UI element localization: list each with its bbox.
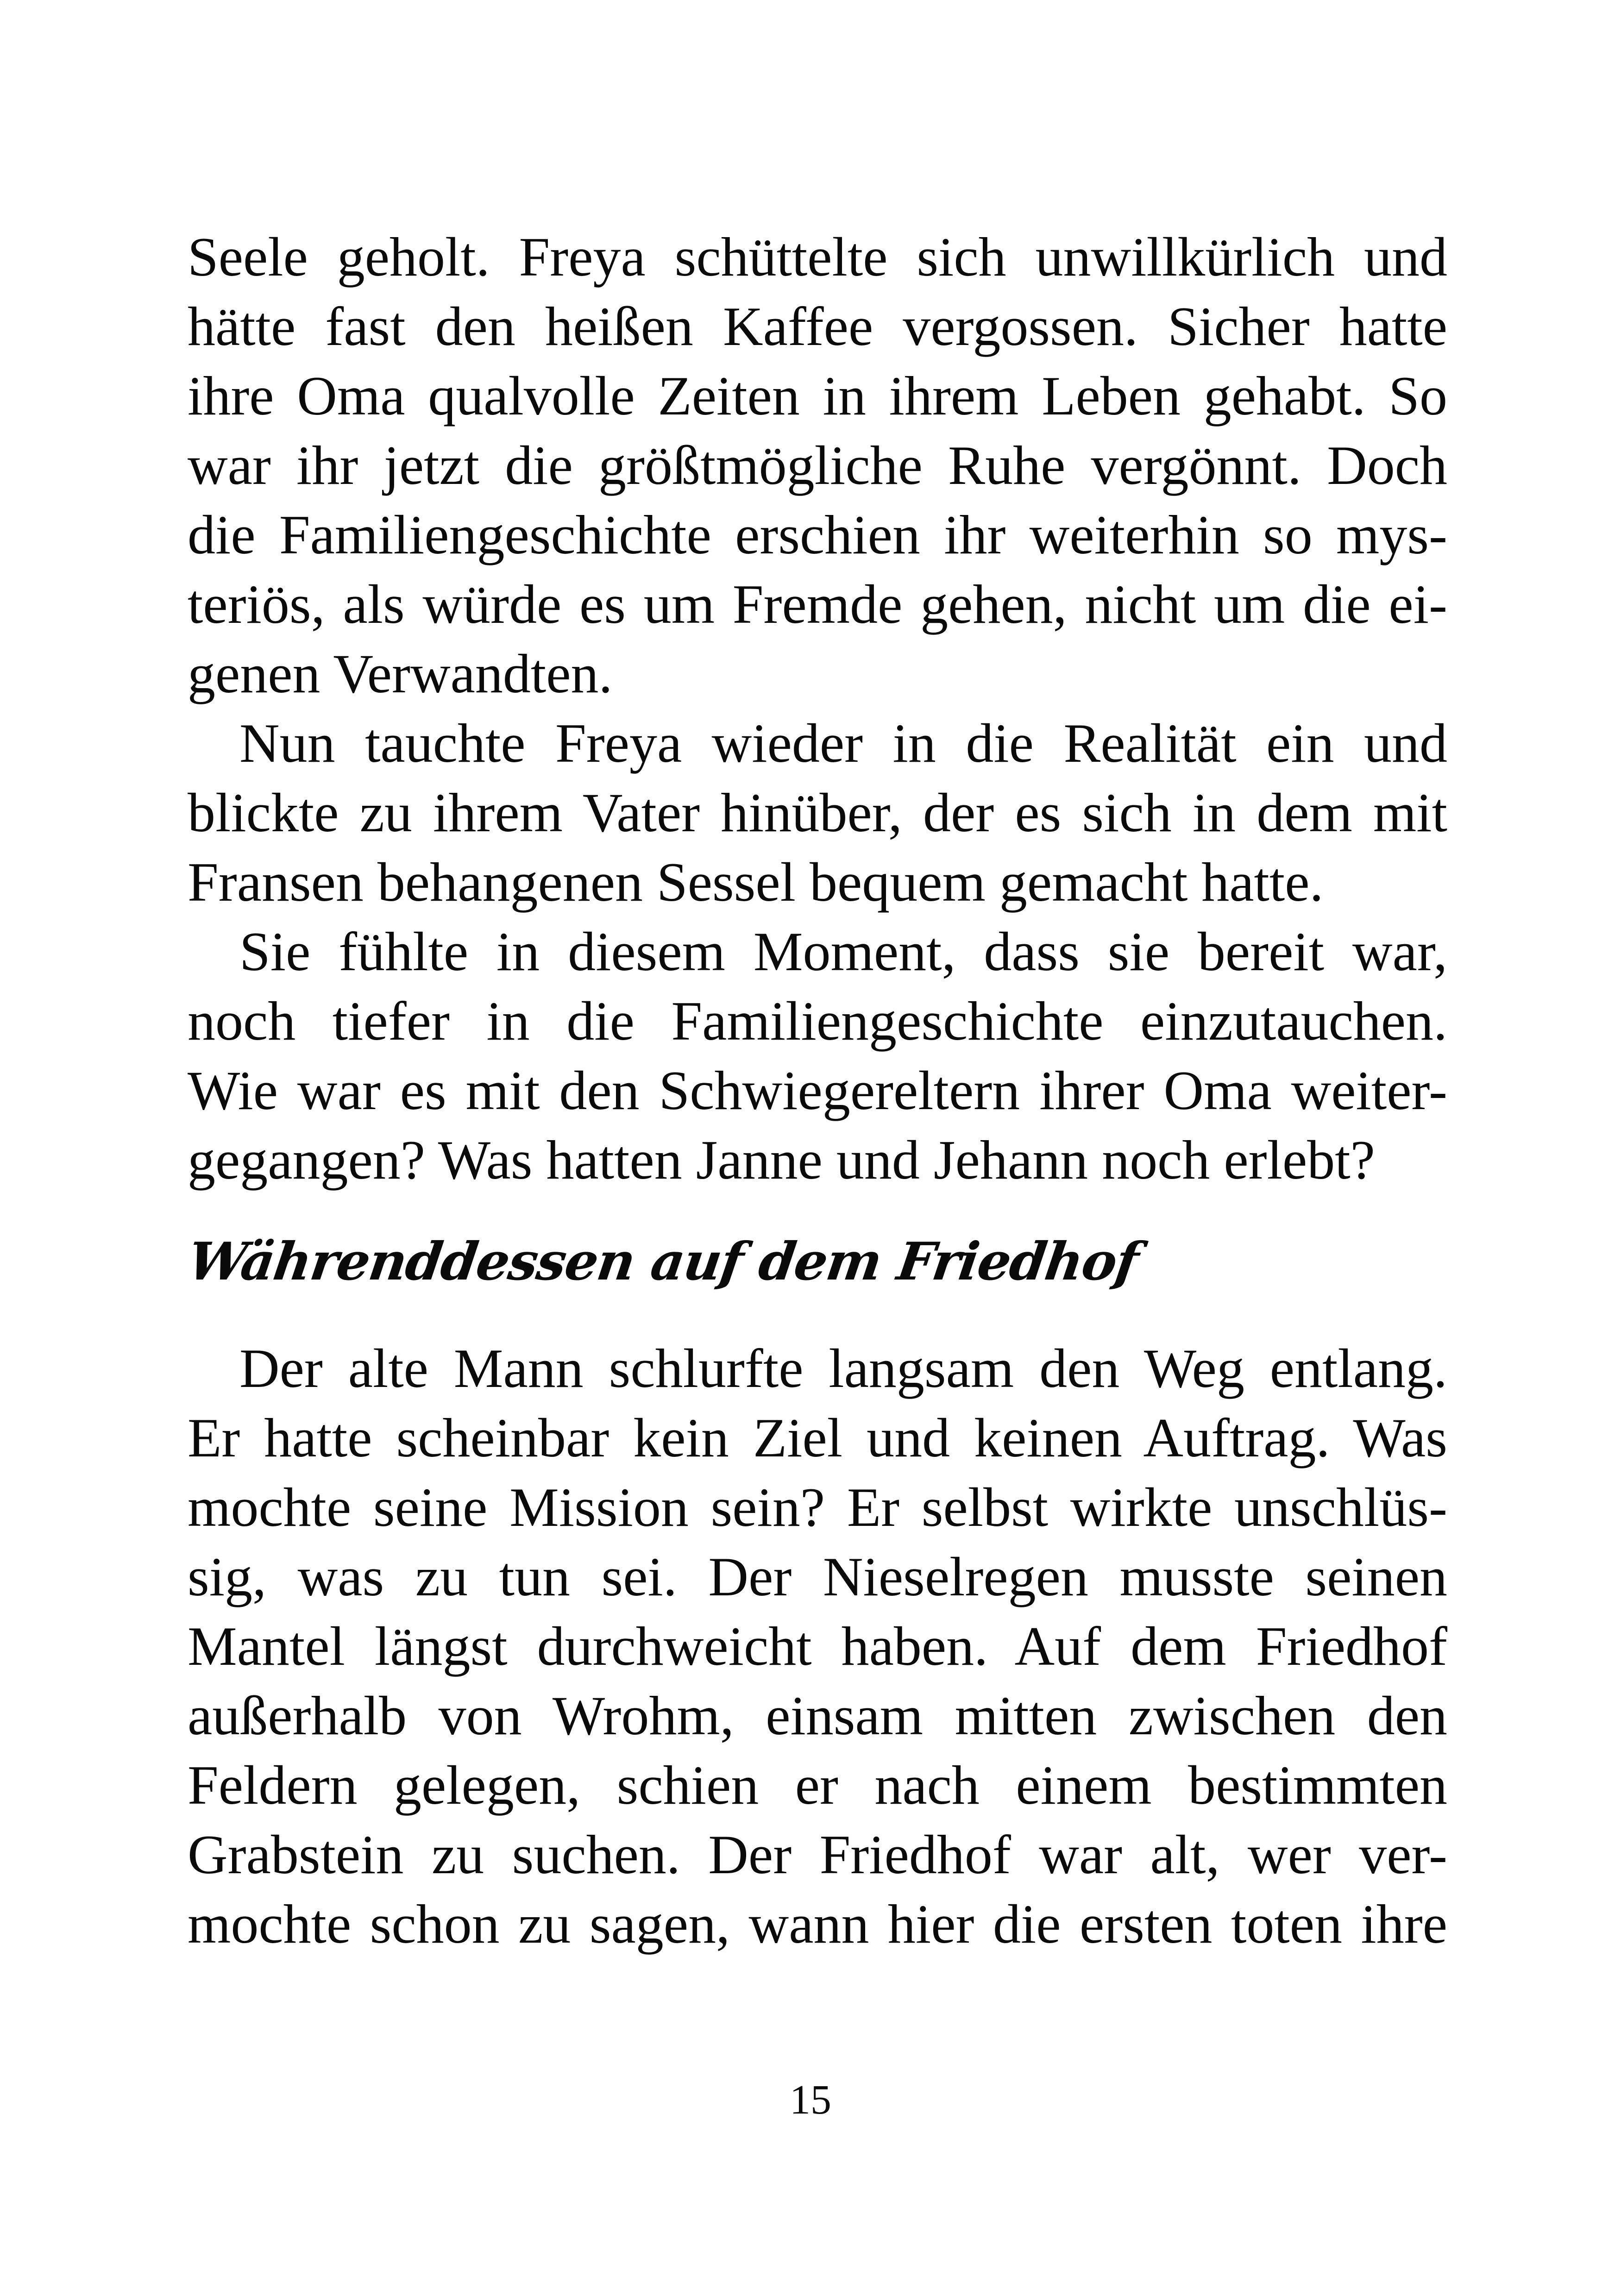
text-line: noch tiefer in die Familiengeschichte einzutauchen. [188,990,1447,1052]
text-line: Der alte Mann schlurfte langsam den Weg entlang. [239,1337,1447,1399]
text-line: Fransen behangenen Sessel bequem gemacht hatte. [188,851,1324,913]
text-line: Mantel längst durchweicht haben. Auf dem Friedhof [188,1615,1447,1677]
text-line: mochte seine Mission sein? Er selbst wirkte unschlüs- [188,1476,1447,1538]
text-line: genen Verwandten. [188,643,613,704]
text-line: blickte zu ihrem Vater hinüber, der es sich in dem mit [188,782,1447,843]
text-line: Seele geholt. Freya schüttelte sich unwillkürlich und [188,226,1447,288]
text-line: teriös, als würde es um Fremde gehen, nicht um die ei- [188,573,1447,635]
text-line: Sie fühlte in diesem Moment, dass sie bereit war, [239,921,1447,982]
text-line: Wie war es mit den Schwiegereltern ihrer Oma weiter- [188,1060,1447,1121]
text-line: Nun tauchte Freya wieder in die Realität ein und [239,712,1447,774]
text-line: Feldern gelegen, schien er nach einem bestimmten [188,1754,1447,1816]
text-line: mochte schon zu sagen, wann hier die ersten toten ihre [188,1893,1447,1955]
paragraph-2 [188,709,1447,917]
text-line: gegangen? Was hatten Janne und Jehann noch erlebt? [188,1129,1375,1191]
paragraph-4 [188,1334,1447,1959]
text-line: Er hatte scheinbar kein Ziel und keinen Auftrag. Was [188,1407,1447,1468]
text-line: Grabstein zu suchen. Der Friedhof war alt, wer ver- [188,1824,1447,1885]
text-line: hätte fast den heißen Kaffee vergossen. Sicher hatte [188,295,1447,357]
paragraph-1 [188,222,1447,709]
text-line: war ihr jetzt die größtmögliche Ruhe vergönnt. Doch [188,434,1447,496]
paragraph-3 [188,917,1447,1195]
page-number: 15 [790,2077,831,2123]
text-line: die Familiengeschichte erschien ihr weiterhin so mys- [188,504,1447,565]
text-line: ihre Oma qualvolle Zeiten in ihrem Leben gehabt. So [188,365,1447,427]
text-line: sig, was zu tun sei. Der Nieselregen musste seinen [188,1546,1447,1607]
text-line: außerhalb von Wrohm, einsam mitten zwischen den [188,1685,1447,1746]
section-heading: Währenddessen auf dem Friedhof [184,1231,1142,1292]
